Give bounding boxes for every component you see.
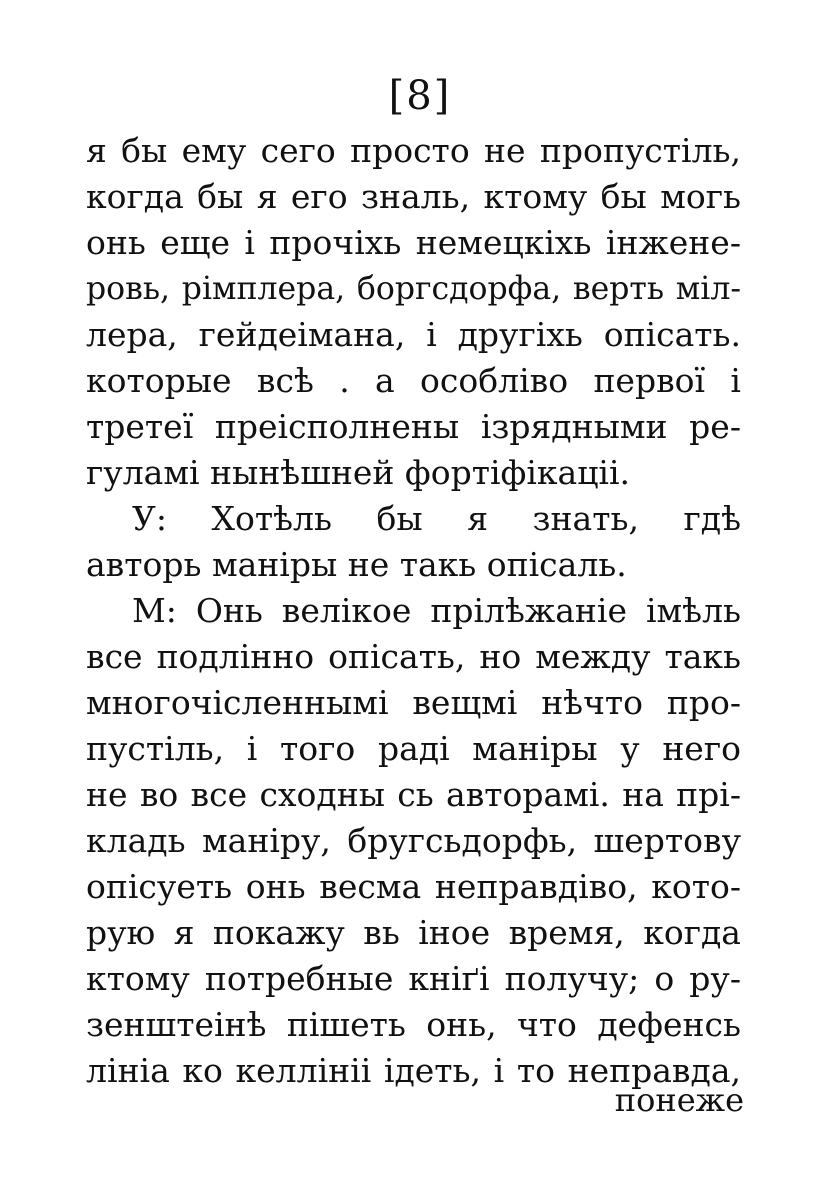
text-line: многочісленнымі вещмі нѣчто про- (86, 683, 741, 722)
text-line: кладь маніру, бругсьдорфь, шертову (86, 821, 741, 860)
text-line: лініа ко келлініі ідеть, і то неправда, (86, 1051, 741, 1090)
text-line: ктому потребные кніґі получу; о ру- (86, 959, 741, 998)
text-line: гуламі нынѣшней фортіфікаціі. (86, 453, 631, 492)
text-line: опісуеть онь весма неправдіво, кото- (86, 867, 741, 906)
text-line: когда бы я его зналь, ктому бы могь (86, 177, 741, 216)
text-line: рую я покажу вь іное время, когда (86, 913, 741, 952)
catchword: понеже (614, 1081, 744, 1119)
text-line: онь еще і прочіхь немецкіхь інжене- (86, 223, 741, 262)
body-text (86, 128, 741, 1094)
text-line: я бы ему сего просто не пропустіль, (86, 131, 741, 170)
text-line: не во все сходны сь авторамі. на прі- (86, 775, 741, 814)
text-line: ровь, рімплера, боргсдорфа, верть міл- (86, 271, 741, 307)
text-line: которые всѣ . а особліво первої і (86, 361, 741, 400)
text-line: третеї преісполнены ізрядными ре- (86, 407, 741, 446)
text-line: лера, гейдеімана, і другіхь опісать. (86, 315, 741, 354)
text-line: все подлінно опісать, но между такь (86, 637, 741, 676)
text-line: авторь маніры не такь опісаль. (86, 545, 627, 584)
text-line: зенштеінѣ пішеть онь, что дефенсь (86, 1005, 741, 1044)
page-number: [8] (388, 73, 452, 119)
text-line: М: Онь велікое прілѣжаніе імѣль (132, 591, 741, 630)
text-line: пустіль, і того раді маніры у него (86, 729, 741, 768)
text-line: У: Хотѣль бы я знать, гдѣ (132, 499, 741, 538)
